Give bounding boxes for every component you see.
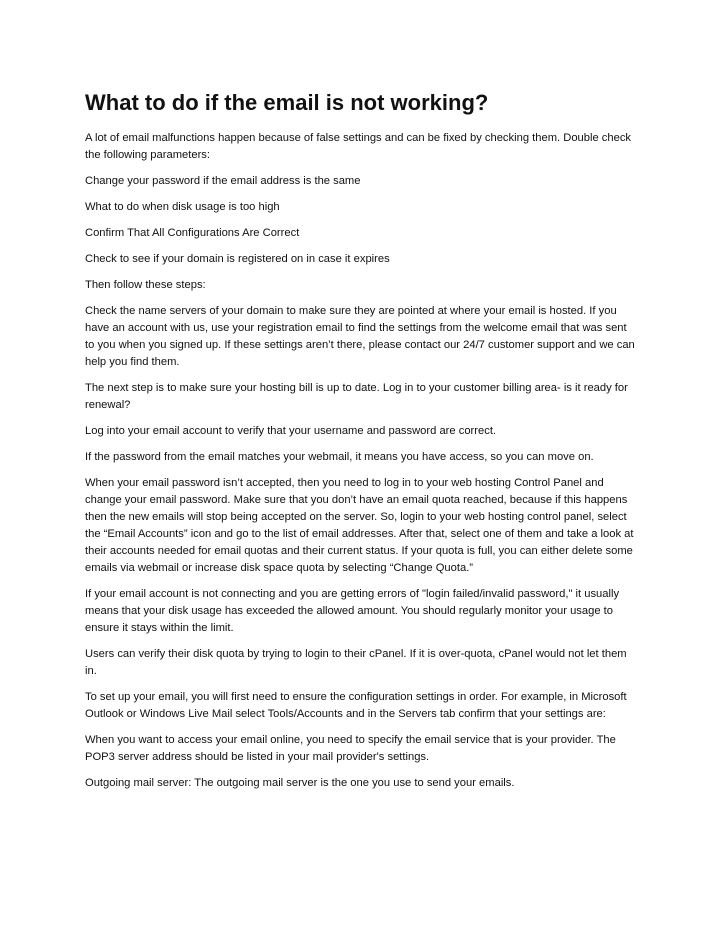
document-page [85,90,637,801]
step-outgoing-server: Outgoing mail server: The outgoing mail server is the one you use to send your emails. [85,777,515,789]
step-access-online: When you want to access your email online, you need to specify the email service that is your provider. The POP3 server address should be listed in your mail provider's settings. [85,734,616,763]
step-login-verify: Log into your email account to verify that your username and password are correct. [85,425,497,437]
step-name-servers: Check the name servers of your domain to make sure they are pointed at where your email is hosted. If you have an account with us, use your registration email to find the settings from the welcome email that was sent to you when you signed up. If these settings aren’t there, please contact our 24/7 customer support and we can help you find them. [85,305,635,368]
step-connection-errors: If your email account is not connecting and you are getting errors of "login failed/invalid password," it usually means that your disk usage has exceeded the allowed amount. You should regularly monitor your usage to ensure it stays within the limit. [85,588,620,634]
intro-paragraph: A lot of email malfunctions happen because of false settings and can be fixed by checking them. Double check the following parameters: [85,132,632,161]
step-password-match: If the password from the email matches your webmail, it means you have access, so you can move on. [85,451,594,463]
check-item-disk-usage: What to do when disk usage is too high [85,201,280,213]
check-item-domain: Check to see if your domain is registered on in case it expires [85,253,390,265]
step-hosting-bill: The next step is to make sure your hosting bill is up to date. Log in to your customer billing area- is it ready for renewal? [85,382,628,411]
step-password-not-accepted: When your email password isn’t accepted, then you need to log in to your web hosting Control Panel and change your email password. Make sure that you don’t have an email quota reached, because if this happens then the new emails will stop being accepted on the server. So, login to your web hosting control panel, select the “Email Accounts” icon and go to the list of email addresses. After that, select one of them and take a look at their accounts needed for email quotas and their current status. If your quota is full, you can either delete some emails via webmail or increase disk space quota by selecting “Change Quota.” [85,477,634,574]
check-item-configurations: Confirm That All Configurations Are Correct [85,227,300,239]
check-item-password: Change your password if the email address is the same [85,175,361,187]
step-configuration-settings: To set up your email, you will first need to ensure the configuration settings in order. For example, in Microsoft Outlook or Windows Live Mail select Tools/Accounts and in the Servers tab confirm that your settings are: [85,691,627,720]
step-verify-disk-quota: Users can verify their disk quota by trying to login to their cPanel. If it is over-quota, cPanel would not let them in. [85,648,627,677]
steps-intro: Then follow these steps: [85,279,206,291]
document-title: What to do if the email is not working? [85,90,489,115]
